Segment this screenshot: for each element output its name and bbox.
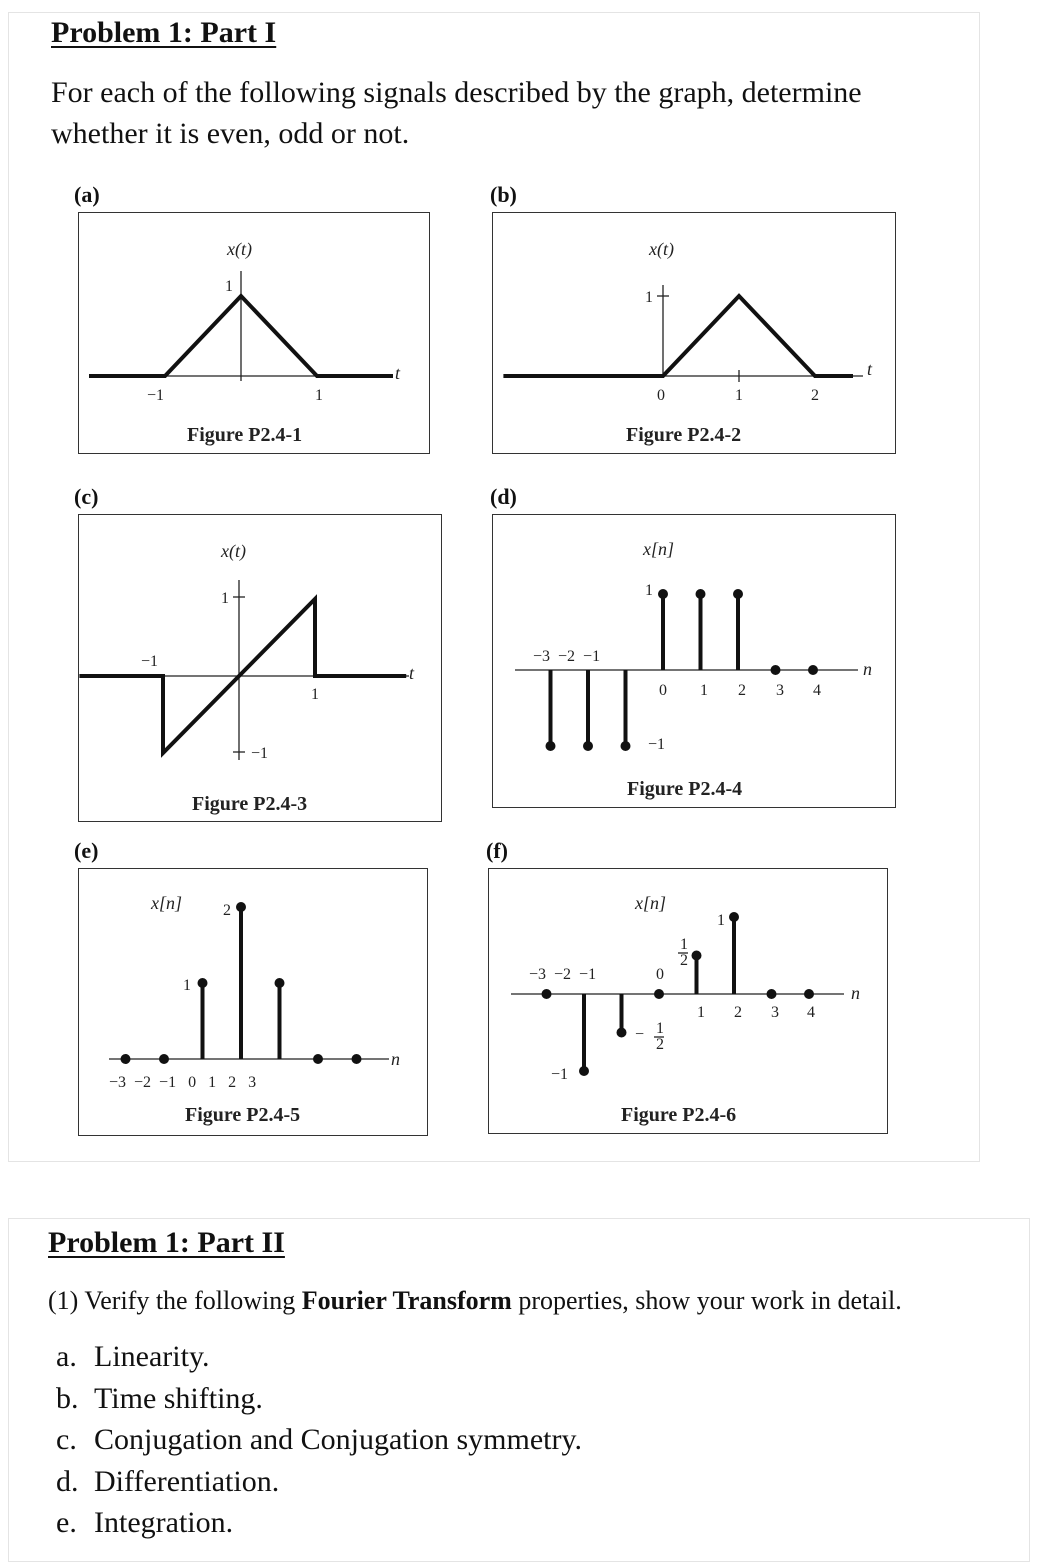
figure-f-sample-n2 — [729, 912, 739, 922]
figure-e-ytick-1: 1 — [183, 977, 191, 994]
figure-f-sample-n-2 — [579, 1066, 589, 1076]
figure-d-sample-n4 — [808, 665, 818, 675]
figure-e-label: (e) — [74, 838, 99, 863]
part1-intro-line2: whether it is even, odd or not. — [51, 117, 410, 150]
figure-d-sample-n-3 — [546, 741, 556, 751]
figure-e-caption: Figure P2.4-5 — [185, 1104, 301, 1126]
figure-a-xtick-neg1: −1 — [147, 387, 165, 404]
figure-d-xtick-1: 1 — [700, 682, 708, 699]
figure-e-sample-n-2 — [159, 1054, 169, 1064]
figure-a-label: (a) — [74, 182, 100, 207]
figure-a — [78, 212, 430, 454]
figure-f-neghalf-den: 2 — [656, 1036, 664, 1053]
figure-a-plot — [79, 213, 429, 453]
list-item-text: Time shifting. — [94, 1381, 263, 1415]
figure-c-caption: Figure P2.4-3 — [192, 793, 308, 815]
figure-a-caption: Figure P2.4-1 — [187, 424, 303, 446]
list-item-text: Differentiation. — [94, 1464, 280, 1498]
figure-b-ylabel: x(t) — [649, 239, 674, 259]
figure-e-xvar: n — [391, 1049, 400, 1069]
list-item — [48, 1419, 582, 1461]
figure-c-plot — [79, 515, 441, 821]
figure-c-xtick-neg1: −1 — [141, 653, 159, 670]
figure-d-plot — [493, 515, 895, 807]
figure-f-sample-n0 — [654, 989, 664, 999]
figure-d-xvar: n — [863, 659, 872, 679]
figure-f-sample-n3 — [767, 989, 777, 999]
figure-b-xtick-1: 1 — [735, 387, 743, 404]
part1-intro-line1: For each of the following signals described by the graph, determine — [51, 76, 862, 109]
figure-e-sample-n-3 — [121, 1054, 131, 1064]
figure-b-xtick-0: 0 — [657, 387, 665, 404]
figure-f-half-den: 2 — [680, 952, 688, 969]
figure-a-xvar: t — [395, 363, 401, 383]
figure-c-ytick-1: 1 — [221, 590, 229, 607]
figure-a-ytick-1: 1 — [225, 278, 233, 295]
figure-e-ytick-2: 2 — [223, 902, 231, 919]
figure-d-sample-n2 — [733, 589, 743, 599]
figure-d-ytick-1: 1 — [645, 582, 653, 599]
figure-b-label: (b) — [490, 182, 517, 207]
figure-d-sample-n-1 — [621, 741, 631, 751]
figure-c-ytick-neg1: −1 — [251, 745, 269, 762]
figure-d-ylabel: x[n] — [643, 539, 674, 559]
figure-c-xvar: t — [409, 663, 415, 683]
part2-intro-bold: Fourier Transform — [301, 1286, 512, 1315]
figure-d-sample-n-2 — [583, 741, 593, 751]
figure-b-caption: Figure P2.4-2 — [626, 424, 742, 446]
figure-e-sample-n3 — [352, 1054, 362, 1064]
figure-d-xtick-0: 0 — [659, 682, 667, 699]
figure-d-sample-n1 — [696, 589, 706, 599]
figure-f-xvar: n — [851, 983, 860, 1003]
figure-d-xtick-3: 3 — [776, 682, 784, 699]
list-item — [48, 1378, 582, 1420]
figure-f-xtick-3: 3 — [771, 1004, 779, 1021]
part1-heading: Problem 1: Part I — [51, 16, 277, 49]
figure-b-xtick-2: 2 — [811, 387, 819, 404]
figure-b-signal — [503, 296, 853, 376]
list-item-text: Linearity. — [94, 1340, 210, 1373]
figure-f-sample-n4 — [804, 989, 814, 999]
list-item-marker: a. — [56, 1340, 77, 1373]
figure-c-xtick-1: 1 — [311, 686, 319, 703]
figure-f-xtick-1: 1 — [697, 1004, 705, 1021]
figure-e-plot — [79, 869, 427, 1135]
figure-e-xtick-row: −3 −2 −1 0 1 2 3 — [109, 1074, 257, 1091]
figure-d-xtick-4: 4 — [813, 682, 821, 699]
figure-b-ytick-1: 1 — [645, 289, 653, 306]
figure-d-ytick-neg1: −1 — [648, 736, 666, 753]
figure-f-sample-n1 — [692, 951, 702, 961]
figure-e-sample-n2 — [313, 1054, 323, 1064]
list-item-marker: b. — [56, 1381, 79, 1415]
figure-f — [488, 868, 888, 1134]
figure-d-label: (d) — [490, 484, 517, 509]
figure-d-caption: Figure P2.4-4 — [627, 778, 743, 800]
figure-f-xtick-4: 4 — [807, 1004, 815, 1021]
list-item — [48, 1502, 582, 1544]
part2-intro-suffix: properties, show your work in detail. — [511, 1286, 902, 1315]
figure-f-xtick-0: 0 — [656, 966, 664, 983]
figure-c — [78, 514, 442, 822]
figure-d — [492, 514, 896, 808]
figure-d-sample-n3 — [771, 665, 781, 675]
figure-f-half-num: 1 — [680, 936, 688, 953]
figure-a-ylabel: x(t) — [227, 239, 252, 259]
figure-b-plot — [493, 213, 895, 453]
figure-e-stems — [121, 902, 362, 1064]
figure-f-xtick-2: 2 — [734, 1004, 742, 1021]
list-item — [48, 1461, 582, 1503]
figure-d-xtick-negs: −3 −2 −1 — [533, 648, 601, 665]
figure-f-neg-half-sign: − — [635, 1026, 645, 1043]
figure-f-ylabel: x[n] — [635, 893, 666, 913]
figure-f-ytick-neg1: −1 — [551, 1066, 569, 1083]
figure-c-label: (c) — [74, 484, 99, 509]
figure-e — [78, 868, 428, 1136]
figure-e-sample-n0 — [236, 902, 246, 912]
figure-f-ytick-1: 1 — [717, 912, 725, 929]
figure-d-xtick-2: 2 — [738, 682, 746, 699]
figure-f-sample-n-1 — [617, 1028, 627, 1038]
figure-f-plot — [489, 869, 887, 1133]
figure-f-caption: Figure P2.4-6 — [621, 1104, 737, 1126]
figure-b — [492, 212, 896, 454]
list-item-marker: c. — [56, 1423, 77, 1456]
figure-a-xtick-1: 1 — [315, 387, 323, 404]
figure-f-sample-n-3 — [542, 989, 552, 999]
list-item-text: Conjugation and Conjugation symmetry. — [94, 1423, 583, 1456]
figure-b-xvar: t — [867, 359, 873, 379]
figure-e-ylabel: x[n] — [151, 893, 182, 913]
list-item-marker: e. — [56, 1506, 77, 1539]
list-item-marker: d. — [56, 1464, 79, 1498]
figure-f-neghalf-num: 1 — [656, 1020, 664, 1037]
list-item-text: Integration. — [94, 1506, 234, 1539]
part2-intro-prefix: (1) Verify the following — [48, 1286, 302, 1315]
figure-d-sample-n0 — [658, 589, 668, 599]
part2-properties-list — [48, 1336, 582, 1544]
figure-f-label: (f) — [486, 838, 508, 863]
figure-e-sample-n-1 — [198, 978, 208, 988]
figure-e-sample-n1 — [275, 978, 285, 988]
part2-intro — [48, 1286, 902, 1316]
part2-heading: Problem 1: Part II — [48, 1226, 285, 1259]
figure-f-xtick-negs: −3 −2 −1 — [529, 966, 597, 983]
figure-c-ylabel: x(t) — [221, 541, 246, 561]
list-item — [48, 1336, 582, 1378]
